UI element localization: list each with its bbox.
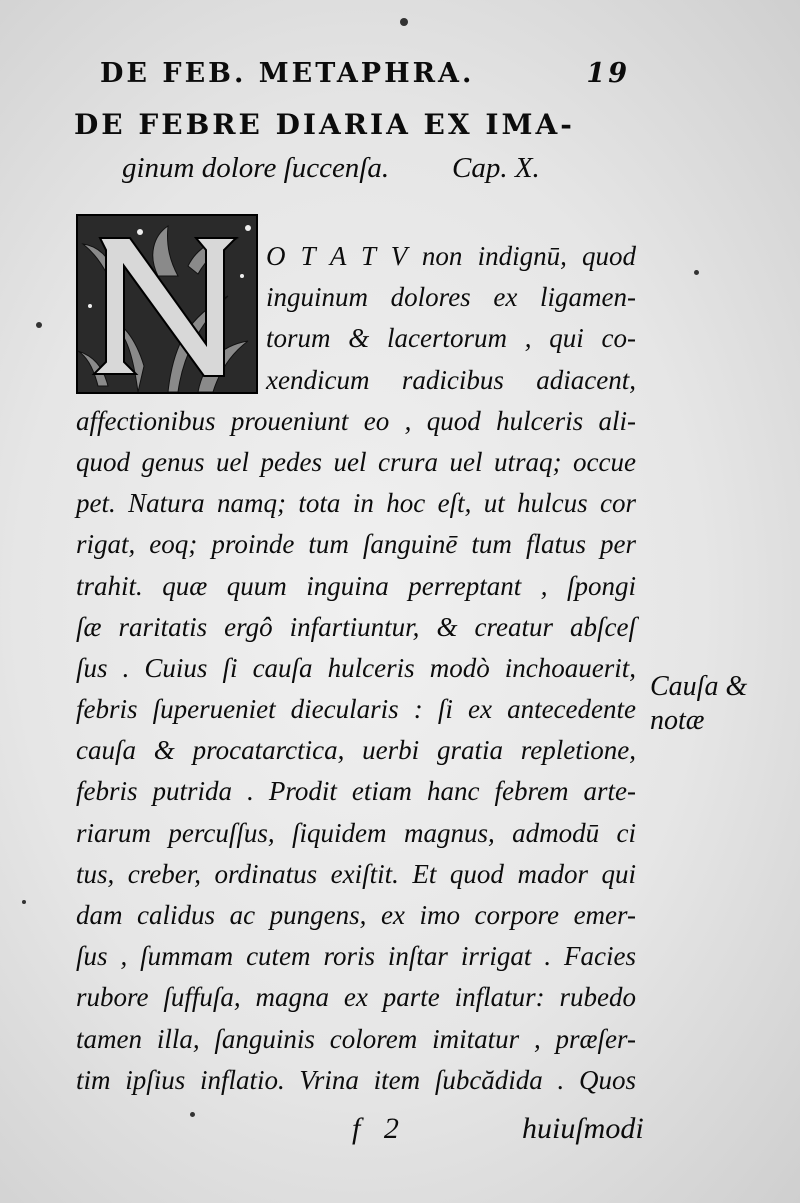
text-line: tamen illa, ſanguinis colorem imitatur , præſer- (76, 1023, 636, 1054)
body-text (76, 236, 636, 1101)
ink-speck (22, 900, 26, 904)
running-head (100, 58, 630, 98)
text-line: affectionibus proueniunt eo , quod hulceris ali- (76, 405, 636, 436)
margin-note-line: notæ (650, 705, 705, 736)
chapter-heading-continuation: ginum dolore ſuccenſa. (122, 152, 390, 184)
text-line: tim ipſius inflatio. Vrina item ſubcădida . Quos (76, 1064, 636, 1095)
text-line: quod genus uel pedes uel crura uel utraq; occue (76, 446, 636, 477)
margin-note-line: Cauſa & (650, 671, 748, 702)
text-line: cauſa & procatarctica, uerbi gratia repletione, (76, 735, 636, 766)
catchword: huiuſmodi (522, 1112, 644, 1145)
text-line: dam calidus ac pungens, ex imo corpore emer- (76, 900, 636, 930)
page-footer (0, 1112, 800, 1152)
text-line: rigat, eoq; proinde tum ſanguinē tum flatus per (76, 529, 636, 560)
running-head-title: DE FEB. METAPHRA. (100, 58, 475, 89)
text-line: pet. Natura namq; tota in hoc eſt, ut hulcus cor (76, 488, 636, 519)
text-line: ſus , ſummam cutem roris inſtar irrigat . Facies (76, 941, 636, 972)
chapter-subheading (122, 152, 602, 192)
text-line: xendicum radicibus adiacent, (266, 364, 636, 395)
text-line: rubore ſuffuſa, magna ex parte inflatur: rubedo (76, 982, 636, 1013)
margin-note (650, 670, 770, 738)
text-line: tus, creber, ordinatus exiſtit. Et quod mador qui (76, 858, 636, 889)
ink-speck (694, 270, 699, 275)
text-line: trahit. quæ quum inguina perreptant , ſpongi (76, 570, 636, 601)
ink-speck (36, 322, 42, 328)
text-line: torum & lacertorum , qui co- (266, 323, 636, 354)
ink-speck (190, 1112, 195, 1117)
text-line: ſus . Cuius ſi cauſa hulceris modò inchoauerit, (76, 652, 636, 683)
text-line: inguinum dolores ex ligamen- (266, 282, 636, 313)
text-line: riarum percuſſus, ſiquidem magnus, admodū ci (76, 817, 636, 848)
text-line: febris ſuperueniet diecularis : ſi ex antecedente (76, 694, 636, 725)
chapter-number: Cap. X. (452, 152, 540, 184)
text-line: O T A T V non indignū, quod (266, 241, 636, 271)
signature-mark: f 2 (352, 1112, 407, 1145)
page-number: 19 (586, 58, 630, 89)
text-line: febris putrida . Prodit etiam hanc febrem arte- (76, 776, 636, 807)
chapter-heading: DE FEBRE DIARIA EX IMA- (74, 108, 575, 141)
text-line: ſæ raritatis ergô infartiuntur, & creatur abſceſ (76, 611, 636, 642)
ink-speck (400, 18, 408, 26)
